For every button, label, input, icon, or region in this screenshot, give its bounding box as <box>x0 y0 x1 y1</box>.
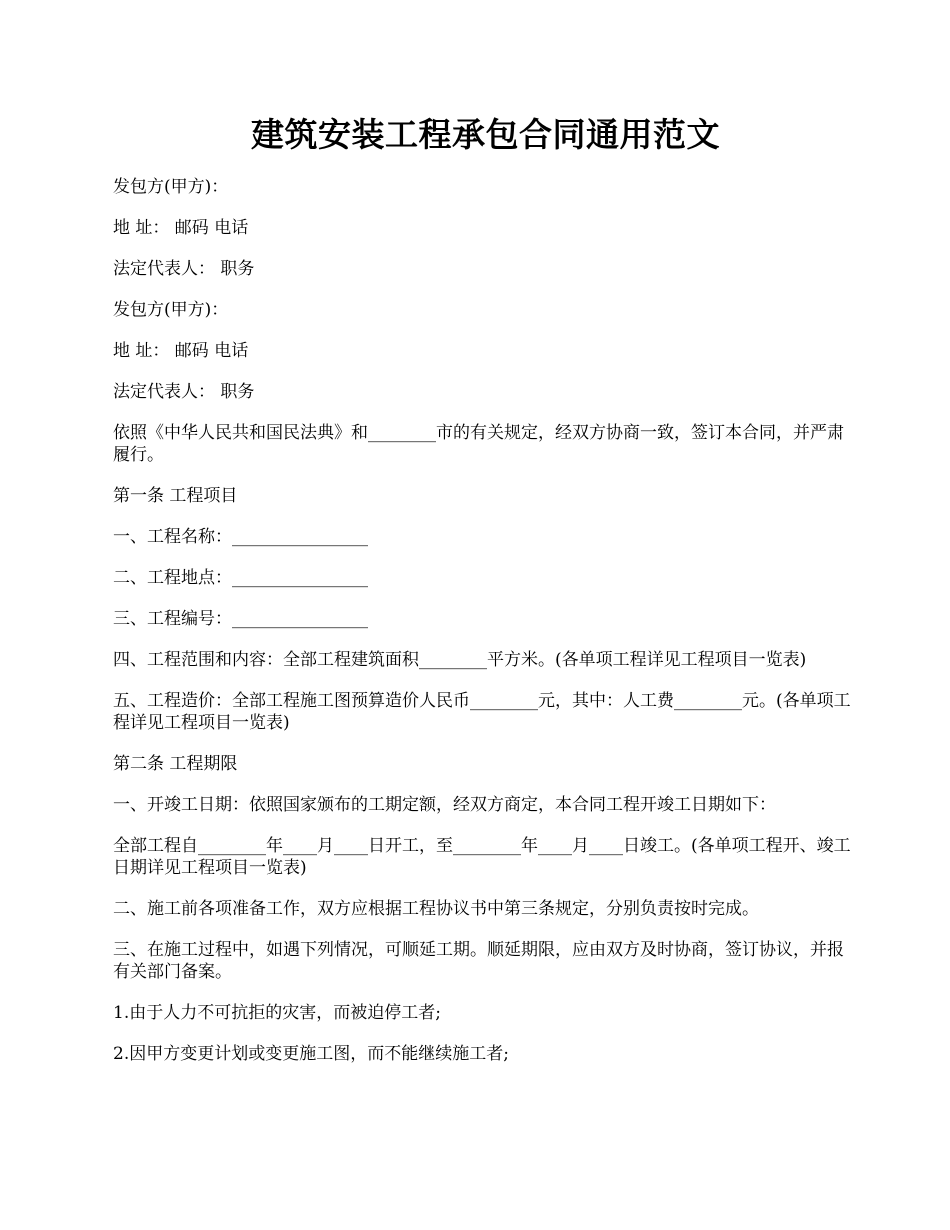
project-number-line: 三、工程编号：________________ <box>113 609 368 629</box>
party-b-heading: 发包方(甲方)： <box>113 300 229 320</box>
extension-item-1: 1.由于人力不可抗拒的灾害，而被迫停工者; <box>113 1003 441 1023</box>
preamble-paragraph: 依照《中华人民共和国民法典》和________市的有关规定，经双方协商一致，签订本合同，并严肃履行。 <box>113 423 844 465</box>
party-a-representative: 法定代表人： 职务 <box>113 259 255 279</box>
article-2-heading: 第二条 工程期限 <box>113 754 238 774</box>
party-a-heading: 发包方(甲方)： <box>113 177 229 197</box>
party-a-address: 地 址： 邮码 电话 <box>113 218 249 238</box>
project-name-line: 一、工程名称：________________ <box>113 527 368 547</box>
project-cost-paragraph: 五、工程造价：全部工程施工图预算造价人民币________元，其中：人工费________元。(各单项工程详见工程项目一览表) <box>113 691 851 733</box>
project-scope-paragraph: 四、工程范围和内容：全部工程建筑面积________平方米。(各单项工程详见工程项目一览表) <box>113 650 807 670</box>
extension-item-2: 2.因甲方变更计划或变更施工图，而不能继续施工者; <box>113 1044 509 1064</box>
article-1-heading: 第一条 工程项目 <box>113 486 238 506</box>
party-b-address: 地 址： 邮码 电话 <box>113 341 249 361</box>
project-location-line: 二、工程地点：________________ <box>113 568 368 588</box>
extension-paragraph: 三、在施工过程中，如遇下列情况，可顺延工期。顺延期限，应由双方及时协商，签订协议，并报有关部门备案。 <box>113 940 844 982</box>
document-title: 建筑安装工程承包合同通用范文 <box>251 115 720 154</box>
schedule-intro-paragraph: 一、开竣工日期：依照国家颁布的工期定额，经双方商定，本合同工程开竣工日期如下： <box>113 795 776 815</box>
preparation-paragraph: 二、施工前各项准备工作，双方应根据工程协议书中第三条规定，分别负责按时完成。 <box>113 899 759 919</box>
party-b-representative: 法定代表人： 职务 <box>113 382 255 402</box>
schedule-dates-paragraph: 全部工程自________年____月____日开工，至________年____月____日竣工。(各单项工程开、竣工日期详见工程项目一览表) <box>113 836 851 878</box>
document-page <box>113 110 858 1084</box>
